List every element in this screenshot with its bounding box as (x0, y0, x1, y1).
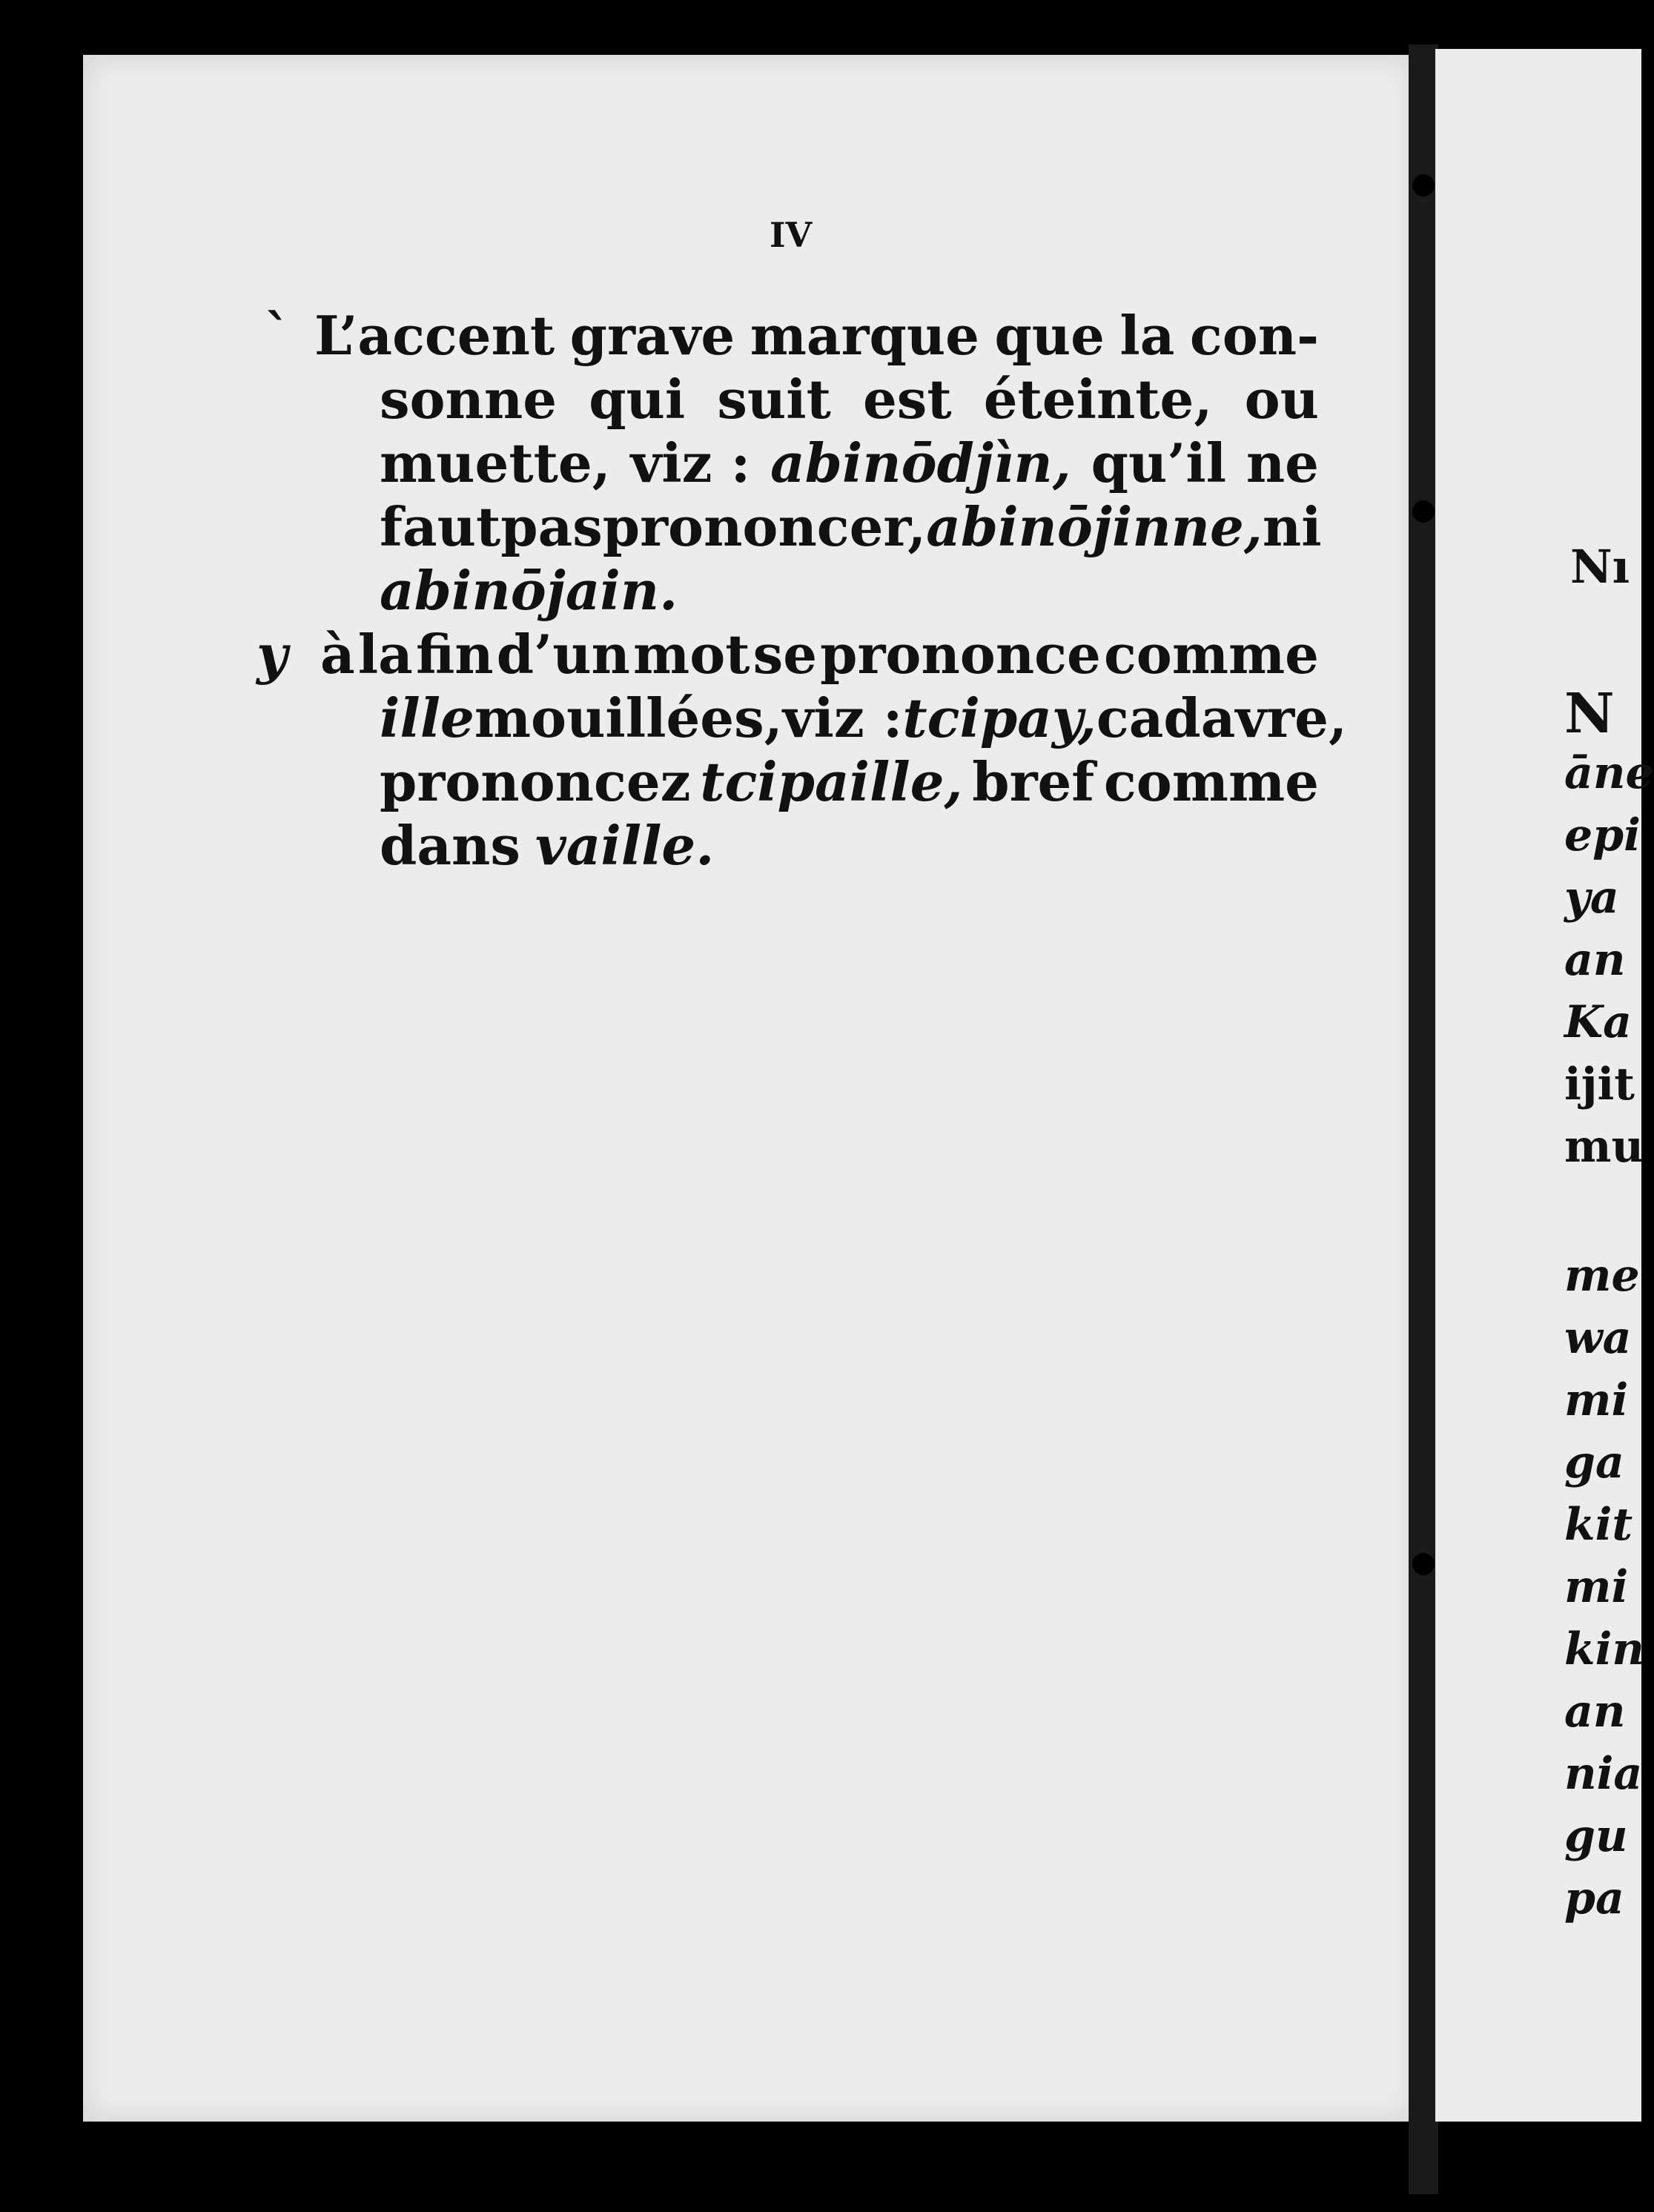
ojibwe-word: abinōjinne, (926, 495, 1263, 558)
text-fragment: ya (1564, 872, 1619, 924)
entry-line (314, 304, 1319, 367)
text-fragment: an (1564, 934, 1626, 986)
word: est (862, 368, 952, 431)
word: grave (569, 304, 735, 367)
text-fragment: pa (1564, 1872, 1624, 1924)
word: comme (1103, 750, 1319, 813)
ojibwe-word: abinōdjìn, (770, 431, 1071, 494)
word: prononcez (380, 750, 691, 813)
text-fragment: gu (1564, 1810, 1628, 1862)
word: suit (717, 368, 831, 431)
text-fragment: N (1564, 682, 1615, 746)
entry-line (380, 814, 714, 877)
right-page-heading: Nı (1570, 540, 1630, 594)
word: muette, (380, 431, 611, 494)
word: mouillées, (474, 686, 783, 749)
text-fragment: mi (1564, 1374, 1629, 1426)
french-word: ille (380, 686, 474, 749)
word: à (320, 623, 355, 686)
word: se (752, 623, 817, 686)
word: prononce (820, 623, 1101, 686)
word: d’un (496, 623, 630, 686)
word: con- (1189, 304, 1319, 367)
entry-line (380, 368, 1319, 431)
word: que (994, 304, 1105, 367)
text-fragment: wa (1564, 1312, 1632, 1364)
grave-accent-marker: ` (264, 302, 291, 365)
entry-line (380, 559, 678, 622)
word: fin (415, 623, 494, 686)
text-fragment: mu (1564, 1121, 1644, 1173)
word: qui (589, 368, 686, 431)
text-fragment: an (1564, 1686, 1626, 1738)
text-fragment: āne (1564, 747, 1654, 799)
word: sonne (380, 368, 558, 431)
entry-line (380, 750, 1319, 813)
word: ne (1246, 431, 1319, 494)
binding-stitch (1412, 174, 1435, 196)
text-fragment: mi (1564, 1561, 1629, 1613)
text-fragment: ijit (1564, 1059, 1635, 1110)
entry-line (380, 495, 1322, 558)
entry-line (320, 623, 1319, 686)
word: la (1119, 304, 1175, 367)
word: marque (750, 304, 979, 367)
text-fragment: kin (1564, 1623, 1644, 1675)
entry-line (380, 686, 1348, 749)
word: viz : (782, 686, 903, 749)
page-number: IV (770, 215, 813, 255)
word: L’accent (314, 304, 555, 367)
word: dans (380, 814, 520, 877)
ojibwe-word: tcipay, (902, 686, 1096, 749)
word: mot (633, 623, 750, 686)
word: ou (1244, 368, 1319, 431)
french-word: vaille. (535, 814, 715, 877)
ojibwe-word: abinōjain. (380, 559, 678, 622)
text-fragment: Ka (1564, 996, 1633, 1048)
letter-y-marker: y (257, 623, 288, 686)
word: cadavre, (1096, 686, 1348, 749)
text-fragment: ga (1564, 1437, 1624, 1489)
word: qu’il (1091, 431, 1227, 494)
ojibwe-word: tcipaille, (700, 750, 963, 813)
binding-stitch (1412, 500, 1435, 523)
word: pas (500, 495, 603, 558)
word: ni (1262, 495, 1322, 558)
word: bref (972, 750, 1095, 813)
text-fragment: nia (1564, 1748, 1643, 1800)
word: éteinte, (983, 368, 1213, 431)
binding-stitch (1412, 1553, 1435, 1575)
word: la (357, 623, 413, 686)
text-fragment: epi (1564, 809, 1641, 861)
word: prononcer, (602, 495, 927, 558)
text-fragment: kit (1564, 1499, 1633, 1551)
text-fragment: me (1564, 1250, 1640, 1302)
entry-line (380, 431, 1319, 494)
word: faut (380, 495, 501, 558)
book-spine (1409, 44, 1438, 2194)
word: viz : (630, 431, 751, 494)
word: comme (1103, 623, 1319, 686)
